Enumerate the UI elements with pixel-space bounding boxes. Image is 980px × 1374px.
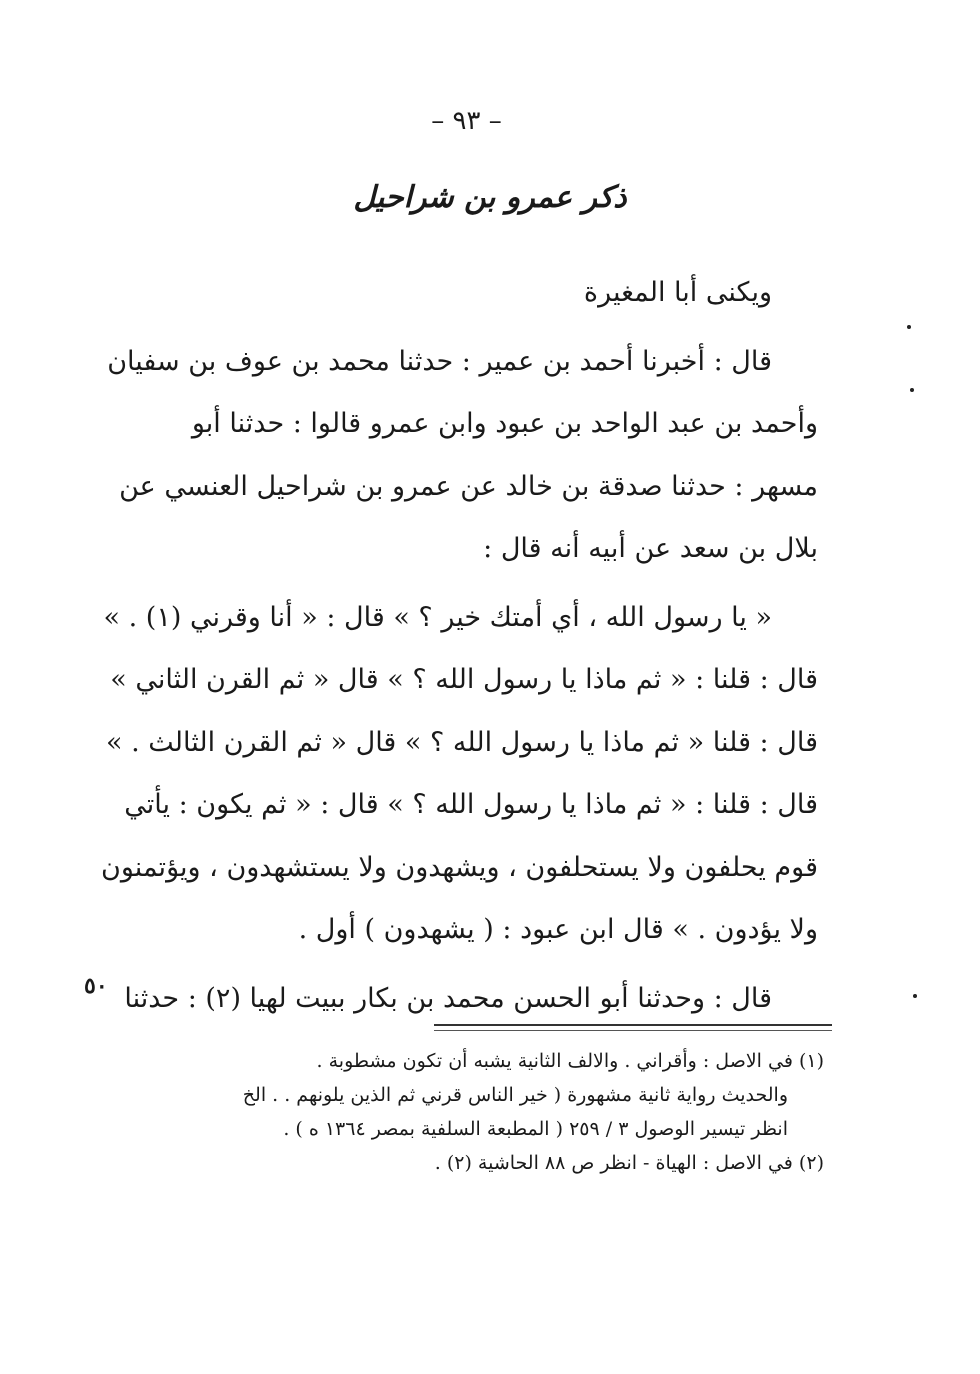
paragraph-hadith-cont xyxy=(101,649,818,962)
footnote-separator xyxy=(434,1024,832,1026)
text-line: بلال بن سعد عن أبيه أنه قال : xyxy=(483,533,818,564)
text-line: « يا رسول الله ، أي أمتك خير ؟ » قال : « أنا وقرني (١) . » xyxy=(103,601,772,633)
paragraph-kunya xyxy=(168,262,818,325)
text-line: ولا يؤدون . » قال ابن عبود : ( يشهدون ) أول . xyxy=(298,914,818,945)
margin-dot xyxy=(913,994,917,998)
footnote-1-line: والحديث رواية ثانية مشهورة ( خير الناس قرني ثم الذين يلونهم . . الخ xyxy=(242,1084,788,1106)
footnote-2-line: (٢) في الاصل : الهياة - انظر ص ٨٨ الحاشية (٢) . xyxy=(434,1152,824,1174)
text-line: قوم يحلفون ولا يستحلفون ، ويشهدون ولا يستشهدون ، ويؤتمنون xyxy=(101,851,818,883)
footnote-1-line: انظر تيسير الوصول ٣ / ٢٥٩ ( المطبعة السلفية بمصر ١٣٦٤ ه ) . xyxy=(283,1118,788,1140)
paragraph-hadith xyxy=(103,587,818,650)
chapter-title: ذكر عمرو بن شراحيل xyxy=(353,180,627,215)
text-line: ويكنى أبا المغيرة xyxy=(583,277,772,308)
paragraph-next-isnad xyxy=(124,968,818,1031)
margin-dot xyxy=(910,388,914,392)
footnotes xyxy=(176,1044,824,1180)
text-line: وأحمد بن عبد الواحد بن عبود وابن عمرو قالوا : حدثنا أبو xyxy=(191,408,818,439)
text-line: قال : قلنا « ثم ماذا يا رسول الله ؟ » قال « ثم القرن الثالث . » xyxy=(106,726,818,758)
text-line: قال : قلنا : « ثم ماذا يا رسول الله ؟ » قال : « ثم يكون : يأتي xyxy=(124,789,818,820)
paragraph-isnad xyxy=(107,331,818,394)
margin-page-number: ٥٠ xyxy=(84,973,108,999)
page-number: – ٩٣ – xyxy=(431,106,502,136)
text-line: قال : أخبرنا أحمد بن عمير : حدثنا محمد بن عوف بن سفيان xyxy=(107,345,772,377)
text-line: مسهر : حدثنا صدقة بن خالد عن عمرو بن شراحيل العنسي عن xyxy=(119,470,818,502)
body-text xyxy=(101,262,818,1030)
footnote-1-line: (١) في الاصل : وأقراني . والالف الثانية يشبه أن تكون مشطوبة . xyxy=(316,1050,824,1072)
text-line: قال : وحدثنا أبو الحسن محمد بن بكار ببيت لهيا (٢) : حدثنا xyxy=(124,982,772,1014)
margin-dot xyxy=(907,325,911,329)
text-line: قال : قلنا : « ثم ماذا يا رسول الله ؟ » قال « ثم القرن الثاني » xyxy=(110,664,818,695)
paragraph-isnad-cont xyxy=(119,393,818,581)
